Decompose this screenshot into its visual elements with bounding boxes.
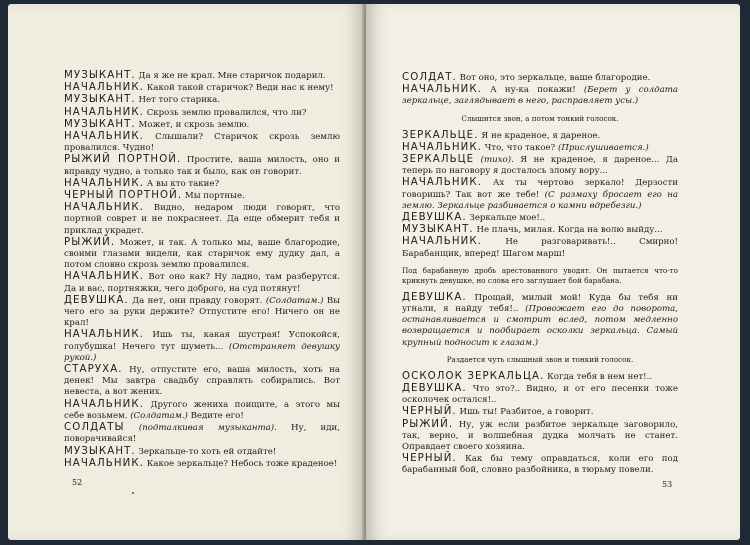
speaker-name: НАЧАЛЬНИК. [402,84,482,96]
dialogue-line [64,329,340,364]
line-text: Мы портные. [184,191,245,202]
line-text: Простите, ваша милость, оно и вправду чудно, а только так и было, как он говорит. [64,155,340,177]
speaker-name: НАЧАЛЬНИК. [402,236,482,248]
dialogue-line [64,202,340,237]
speaker-name: ЧЕРНЫЙ. [402,453,457,465]
right-page [366,4,740,540]
stage-direction-inline: (Провожает его до поворота, останавливается и смотрит вслед, потом медленно возвращается и подбирает осколки зеркальца. Самый крупный подносит к глазам.) [402,304,678,348]
dialogue-line [64,190,340,202]
stage-direction: Раздается чуть слышный звон и тонкий голосок. [446,354,634,364]
dialogue-line [402,406,678,418]
line-text: Не плачь, милая. Когда на волю выйду... [476,225,663,236]
dialogue-line [64,422,340,445]
stage-direction-inline: (Прислушивается.) [557,142,649,153]
line-text: Вот оно, это зеркальце, ваше благородие. [459,73,651,83]
speaker-name: РЫЖИЙ. [64,236,116,248]
speaker-name: МУЗЫКАНТ. [402,224,474,236]
speaker-name: НАЧАЛЬНИК. [64,398,144,410]
book-spread [8,4,740,540]
dialogue-line [402,84,678,107]
dialogue-line [64,94,340,106]
stage-direction-inline: (Солдатам.) [265,295,324,306]
speaker-name: ДЕВУШКА. [64,294,129,306]
dialogue-line [64,446,340,458]
dialogue-line [402,72,678,84]
line-text: Ишь ты! Разбитое, а говорит. [459,407,594,418]
line-text: Что, что такое? [484,142,556,153]
line-text: Зеркальце мое!.. [469,213,546,224]
stage-direction-inline: (подталкивая музыканта). [138,423,277,434]
speaker-name: МУЗЫКАНТ. [64,94,136,106]
dialogue-line [402,292,678,349]
dialogue-line [64,178,340,190]
speaker-name: НАЧАЛЬНИК. [64,82,144,94]
dialogue-line [64,107,340,119]
stage-direction-inline: (Солдатам.) [130,410,188,421]
line-text: Что это?.. Видно, и от его песенки тоже осколочек остался!.. [402,384,678,406]
line-text: Зеркальце-то хоть ей отдайте! [138,446,277,457]
line-text: Нет того старика. [138,95,221,106]
dialogue-line [64,399,340,422]
speaker-name: НАЧАЛЬНИК. [64,106,144,118]
line-text: Какой такой старичок? Веди нас к нему! [146,83,334,94]
dialogue-line [402,453,678,476]
line-text: Другого жениха поищите, а этого мы себе возьмем. [64,399,340,421]
dialogue-line [64,119,340,131]
speaker-name: ДЕВУШКА. [402,291,467,303]
dialogue-line [64,364,340,399]
speaker-name: ОСКОЛОК ЗЕРКАЛЬЦА. [402,370,545,382]
speaker-name: НАЧАЛЬНИК. [64,131,144,143]
dialogue-line [402,236,678,259]
page-number-left: 52 [72,478,83,487]
dialogue-line [64,131,340,154]
page-speck [132,492,134,494]
speaker-name: НАЧАЛЬНИК. [64,271,144,283]
line-text: Прощай, милый мой! Куда бы тебя ни угнали, я найду тебя!.. [402,292,678,315]
dialogue-line [402,383,678,406]
speaker-name: МУЗЫКАНТ. [64,445,136,457]
line-text: Ну, уж если разбитое зеркальце заговорило, так, верно, и волшебная дудка молчать не станет. Оправдает своего хозяина. [402,419,678,453]
speaker-name: РЫЖИЙ. [402,418,454,430]
line-text: Ну, отпустите его, ваша милость, хоть на денек! Мы завтра свадьбу справлять собирались. Вот невеста, а вот жених. [64,365,341,398]
left-page [8,4,364,540]
line-text: Да нет, они правду говорят. [132,295,263,306]
line-text-rest: Вы чего его за руки держите? Отпустите его! Ничего он не крал! [64,295,341,329]
line-text: Я не краденое, я дареное. [481,130,601,141]
line-text: А ну-ка покажи! [490,85,576,96]
dialogue-line [64,271,340,294]
speaker-name: ДЕВУШКА. [402,383,467,395]
speaker-name: НАЧАЛЬНИК. [402,141,482,153]
line-text: Какое зеркальце? Небось тоже краденое! [146,458,338,469]
stage-direction-inline: (Берет у солдата зеркальце, заглядывает в него, расправляет усы.) [402,85,678,107]
speaker-name: НАЧАЛЬНИК. [402,177,482,189]
dialogue-line [402,419,678,454]
line-text: Когда тебя в нем нет!.. [547,371,653,382]
dialogue-line [64,458,340,470]
line-text-rest: Я не краденое, я дареное... Да теперь по наговору я досталось злому вору... [402,155,678,177]
speaker-name: ЗЕРКАЛЬЦЕ [402,154,475,166]
line-text: Ах ты чертово зеркало! Дерзости говоришь? Так вот же тебе! [402,178,679,200]
line-text: Скрозь землю провалился, что ли? [146,107,307,118]
speaker-name: ЗЕРКАЛЬЦЕ. [402,129,479,141]
speaker-name: МУЗЫКАНТ. [64,70,136,81]
dialogue-line [64,295,340,330]
speaker-name: НАЧАЛЬНИК. [64,329,144,341]
speaker-name: СОЛДАТЫ [64,422,125,434]
line-text: Ишь ты, какая шустрая! Успокойся, голубушка! Нечего тут шуметь... [64,330,341,352]
speaker-name: МУЗЫКАНТ. [64,118,136,130]
stage-direction-inline: (С размаху бросает его на землю. Зеркальце разбивается о камни вдребезги.) [402,189,678,211]
line-text: Как бы тему оправдаться, коли его под барабанный бой, словно разбойника, в тюрьму повели. [402,454,678,476]
dialogue-line [402,371,678,383]
line-text-rest: Ну, иди, поворачивайся! [64,423,341,445]
line-text: А вы кто такие? [146,178,220,189]
speaker-name: НАЧАЛЬНИК. [64,177,144,189]
dialogue-line [402,142,678,154]
right-page-text [402,72,678,477]
line-text: Может, и скрозь землю. [138,119,250,130]
line-text: Видно, недаром люди говорят, что портной соврет и не покраснеет. Да еще обмерит тебя и приклад украдет. [64,203,341,236]
speaker-name: РЫЖИЙ ПОРТНОЙ. [64,154,182,166]
dialogue-line [402,130,678,142]
left-page-text [64,70,340,470]
dialogue-line [64,82,340,94]
page-number-right: 53 [662,480,673,489]
stage-direction-inline: (тихо). [480,155,514,166]
speaker-name: СТАРУХА. [64,364,123,376]
line-text: Слышали? Старичок скрозь землю провалился. Чудно! [64,132,340,154]
speaker-name: ДЕВУШКА. [402,212,467,224]
speaker-name: ЧЕРНЫЙ ПОРТНОЙ. [64,190,183,202]
speaker-name: ЧЕРНЫЙ. [402,406,457,418]
stage-direction: Слышится звон, а потом тонкий голосок. [461,113,619,123]
speaker-name: СОЛДАТ. [402,72,457,83]
dialogue-line [64,154,340,177]
line-text-rest: Ведите его! [190,410,244,421]
dialogue-line [402,177,678,212]
line-text: Не разговаривать!.. Смирно! Барабанщик, вперед! Шагом марш! [402,237,678,259]
dialogue-line [402,154,678,177]
stage-direction-inline: (Отстраняет девушку рукой.) [64,341,341,363]
speaker-name: НАЧАЛЬНИК. [64,202,144,214]
dialogue-line [64,70,340,82]
dialogue-line [64,237,340,272]
line-text: Может, и так. А только мы, ваше благородие, своими глазами видели, как старичок ему дудку дал, а потом словно скрозь землю провалился. [64,237,341,271]
stage-direction: Под барабанную дробь арестованного уводят. Он пытается что-то крикнуть девушке, но слова его заглушает бой барабана. [402,265,678,285]
dialogue-line [402,212,678,224]
line-text: Вот оно как? Ну ладно, там разберутся. Да и вас, портняжки, чего доброго, на суд потянут! [64,272,340,294]
speaker-name: НАЧАЛЬНИК. [64,457,144,469]
line-text: Да я же не крал. Мне старичок подарил. [138,71,326,81]
dialogue-line [402,224,678,236]
